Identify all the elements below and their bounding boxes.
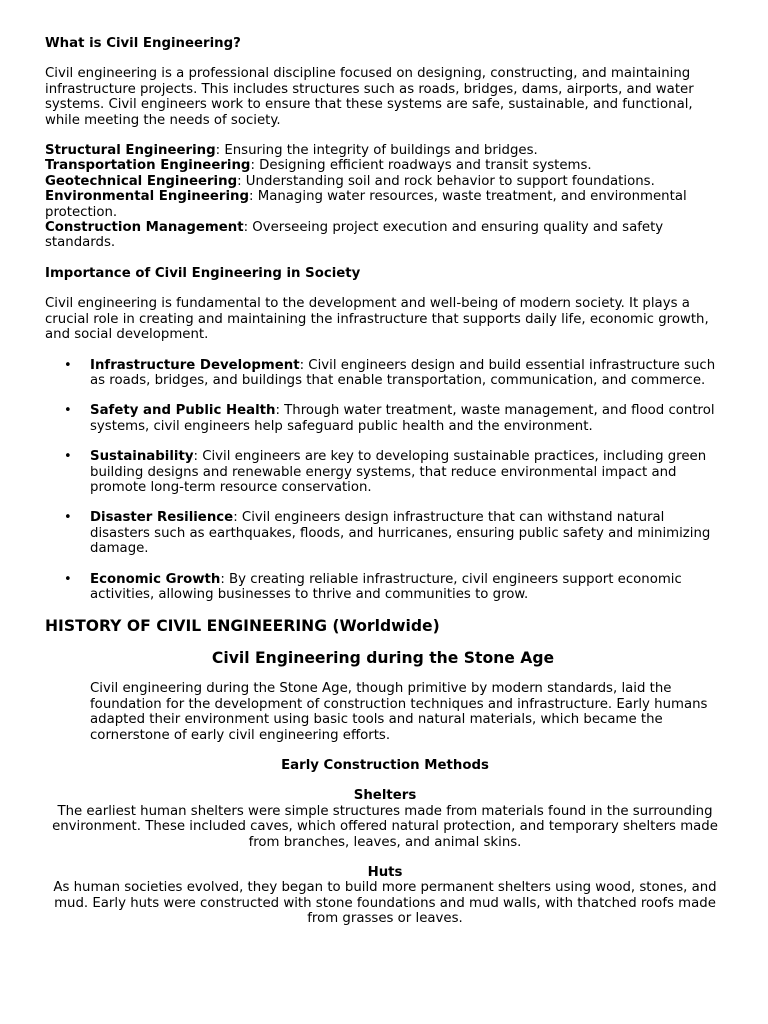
importance-bullet-list xyxy=(45,358,725,603)
shelters-section xyxy=(45,788,725,850)
branch-item xyxy=(45,189,725,220)
bullet-icon: • xyxy=(64,403,72,419)
bullet-desc: : Civil engineers design and build essential infrastructure such as roads, bridges, and buildings that enable transportation, communication, and commerce. xyxy=(90,357,716,388)
bullet-icon: • xyxy=(64,571,72,587)
branch-desc: : Managing water resources, waste treatment, and environmental protection. xyxy=(45,189,687,220)
huts-text: As human societies evolved, they began to build more permanent shelters using wood, stones, and mud. Early huts were constructed with stone foundations and mud walls, with thatched roofs made from grasses or leaves. xyxy=(53,880,717,927)
branch-term: Construction Management xyxy=(45,220,244,236)
stone-age-paragraph: Civil engineering during the Stone Age, though primitive by modern standards, laid the foundation for the development of construction techniques and infrastructure. Early humans adapted their environment using basic tools and natural materials, which became the cornerstone of early civil engineering efforts. xyxy=(90,681,708,743)
list-item xyxy=(45,358,725,389)
branch-term: Geotechnical Engineering xyxy=(45,173,238,189)
bullet-icon: • xyxy=(64,510,72,526)
shelters-heading: Shelters xyxy=(353,788,417,804)
branch-desc: : Ensuring the integrity of buildings and bridges. xyxy=(215,143,538,159)
branch-desc: : Overseeing project execution and ensuring quality and safety standards. xyxy=(45,220,664,251)
stone-age-heading: Civil Engineering during the Stone Age xyxy=(211,649,555,668)
bullet-desc: : Civil engineers are key to developing sustainable practices, including green building designs and renewable energy systems, that reduce environmental impact and promote long-term resource conservation. xyxy=(90,449,707,495)
list-item xyxy=(45,572,725,603)
history-heading: HISTORY OF CIVIL ENGINEERING (Worldwide) xyxy=(45,617,440,636)
huts-heading: Huts xyxy=(367,865,403,881)
branch-desc: : Designing efficient roadways and transit systems. xyxy=(250,158,592,174)
importance-heading: Importance of Civil Engineering in Society xyxy=(45,265,361,281)
intro-paragraph: Civil engineering is a professional discipline focused on designing, constructing, and maintaining infrastructure projects. This includes structures such as roads, bridges, dams, airports, and water systems. Civil engineers work to ensure that these systems are safe, sustainable, and functional, while meeting the needs of society. xyxy=(45,66,694,128)
branch-item xyxy=(45,174,725,189)
importance-paragraph: Civil engineering is fundamental to the development and well-being of modern society. It plays a crucial role in creating and maintaining the infrastructure that supports daily life, economic growth, and social development. xyxy=(45,296,709,343)
bullet-term: Safety and Public Health xyxy=(90,403,276,419)
bullet-desc: : Through water treatment, waste management, and flood control systems, civil engineers help safeguard public health and the environment. xyxy=(90,403,715,434)
document-page xyxy=(45,36,725,942)
bullet-desc: : Civil engineers design infrastructure that can withstand natural disasters such as earthquakes, floods, and hurricanes, ensuring public safety and minimizing damage. xyxy=(90,510,711,557)
branch-term: Structural Engineering xyxy=(45,143,216,159)
list-item xyxy=(45,403,725,434)
branch-item xyxy=(45,143,725,158)
bullet-term: Infrastructure Development xyxy=(90,357,300,373)
branch-item xyxy=(45,158,725,173)
intro-heading: What is Civil Engineering? xyxy=(45,36,241,51)
branch-desc: : Understanding soil and rock behavior to support foundations. xyxy=(237,173,655,189)
bullet-term: Sustainability xyxy=(90,449,194,465)
bullet-desc: : By creating reliable infrastructure, civil engineers support economic activities, allowing businesses to thrive and communities to grow. xyxy=(90,571,682,602)
list-item xyxy=(45,510,725,556)
branches-list xyxy=(45,143,725,251)
huts-section xyxy=(45,865,725,927)
bullet-term: Economic Growth xyxy=(90,571,221,587)
methods-heading: Early Construction Methods xyxy=(281,758,489,773)
branch-item xyxy=(45,220,725,251)
bullet-icon: • xyxy=(64,357,72,373)
branch-term: Transportation Engineering xyxy=(45,158,251,174)
list-item xyxy=(45,449,725,495)
branch-term: Environmental Engineering xyxy=(45,189,250,205)
bullet-icon: • xyxy=(64,449,72,465)
shelters-text: The earliest human shelters were simple structures made from materials found in the surrounding environment. These included caves, which offered natural protection, and temporary shelters made from branches, leaves, and animal skins. xyxy=(52,803,718,850)
bullet-term: Disaster Resilience xyxy=(90,510,234,526)
